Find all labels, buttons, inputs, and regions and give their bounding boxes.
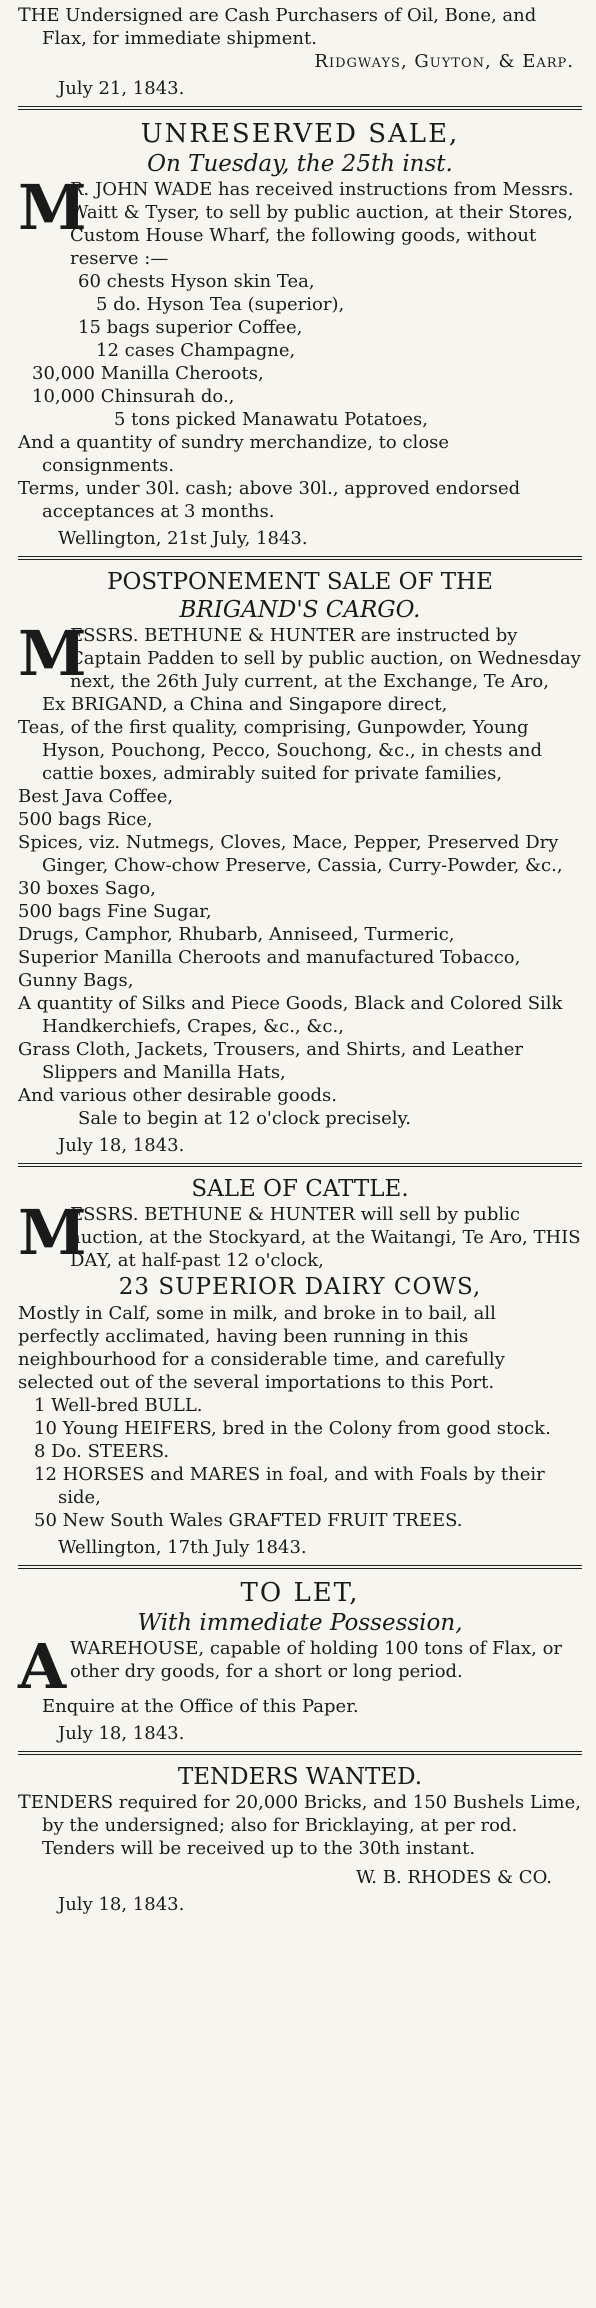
ad4-intro: ESSRS. BETHUNE & HUNTER will sell by public auction, at the Stockyard, at the Waitangi, Te Aro, THIS DAY, at half-past 12 o'clock,: [70, 1204, 581, 1271]
ad1-signature: Ridgways, Guyton, & Earp.: [314, 51, 574, 72]
ad3-item: Teas, of the first quality, comprising, Gunpowder, Young Hyson, Pouchong, Pecco, Souchong, &c., in chests and cattie boxes, admirably suited for private families,: [18, 717, 543, 784]
ad3-item: Superior Manilla Cheroots and manufactured Tobacco,: [18, 947, 521, 968]
ad2-item: 10,000 Chinsurah do.,: [32, 386, 235, 407]
ad3-item: Drugs, Camphor, Rhubarb, Anniseed, Turmeric,: [18, 924, 455, 945]
divider: [18, 1163, 582, 1167]
ad6-date: July 18, 1843.: [58, 1894, 185, 1915]
ad1-body: THE Undersigned are Cash Purchasers of Oil, Bone, and Flax, for immediate shipment.: [18, 4, 537, 49]
ad4-title: SALE OF CATTLE.: [191, 1176, 409, 1202]
ad3-item: A quantity of Silks and Piece Goods, Black and Colored Silk Handkerchiefs, Crapes, &c., &c.,: [18, 993, 563, 1037]
ad2-item: 12 cases Champagne,: [96, 340, 296, 361]
ad3-dropcap: M: [18, 617, 87, 690]
divider: [18, 556, 582, 560]
divider: [18, 106, 582, 110]
ad3-intro: ESSRS. BETHUNE & HUNTER are instructed by Captain Padden to sell by public auction, on Wednesday next, the 26th July current, at the Exchange, Te Aro,: [70, 625, 581, 692]
divider: [18, 1565, 582, 1569]
ad2-item: 60 chests Hyson skin Tea,: [78, 271, 315, 292]
ad2-item: 5 tons picked Manawatu Potatoes,: [114, 409, 428, 430]
ad6-body: TENDERS required for 20,000 Bricks, and 150 Bushels Lime, by the undersigned; also for Bricklaying, at per rod. Tenders will be received up to the 30th instant.: [18, 1791, 581, 1859]
ad3-sale-time: Sale to begin at 12 o'clock precisely.: [78, 1108, 411, 1129]
ad2-title: UNRESERVED SALE,: [140, 119, 460, 149]
ad2-sundry: And a quantity of sundry merchandize, to close consignments.: [18, 432, 450, 476]
ad5-date: July 18, 1843.: [58, 1723, 185, 1744]
ad3-item: 30 boxes Sago,: [18, 878, 156, 899]
ad-sale-of-cattle: [18, 1175, 582, 1559]
ad3-item: And various other desirable goods.: [18, 1085, 337, 1106]
ad2-item: 5 do. Hyson Tea (superior),: [96, 294, 345, 315]
ad6-signature: W. B. RHODES & CO.: [355, 1867, 552, 1888]
ad3-ex: Ex BRIGAND, a China and Singapore direct,: [42, 694, 448, 715]
ad3-item: 500 bags Fine Sugar,: [18, 901, 212, 922]
ad5-body: WAREHOUSE, capable of holding 100 tons of Flax, or other dry goods, for a short or long period.: [70, 1638, 563, 1682]
ad3-date: July 18, 1843.: [58, 1135, 185, 1156]
ad5-body-block: [18, 1630, 582, 1703]
ad1-date: July 21, 1843.: [58, 78, 185, 99]
ad1-dropcap: T: [18, 4, 31, 26]
ad5-dropcap: A: [18, 1630, 67, 1703]
ad2-intro-block: [18, 171, 582, 270]
ad3-item: Spices, viz. Nutmegs, Cloves, Mace, Pepper, Preserved Dry Ginger, Chow-chow Preserve, Cassia, Curry-Powder, &c.,: [18, 832, 563, 876]
ad-postponement-sale: [18, 568, 582, 1157]
ad4-intro-block: [18, 1196, 582, 1272]
ad2-dropcap: M: [18, 171, 87, 244]
ad5-enquire: Enquire at the Office of this Paper.: [42, 1696, 359, 1717]
ad4-item: 10 Young HEIFERS, bred in the Colony from good stock.: [34, 1418, 551, 1439]
ad-cash-purchasers: [18, 4, 582, 100]
ad2-item: 15 bags superior Coffee,: [78, 317, 303, 338]
ad2-intro: R. JOHN WADE has received instructions from Messrs. Waitt & Tyser, to sell by public auction, at their Stores, Custom House Wharf, the following goods, without reserve :—: [70, 179, 574, 269]
ad3-subtitle: BRIGAND'S CARGO.: [179, 597, 421, 623]
ad3-item: Best Java Coffee,: [18, 786, 174, 807]
ad3-title: POSTPONEMENT SALE OF THE: [107, 569, 493, 595]
ad3-item: Grass Cloth, Jackets, Trousers, and Shirts, and Leather Slippers and Manilla Hats,: [18, 1039, 524, 1083]
ad4-description: Mostly in Calf, some in milk, and broke in to bail, all perfectly acclimated, having been running in this neighbourhood for a considerable time, and carefully selected out of the several importations to this Port.: [18, 1303, 505, 1393]
ad5-subtitle: With immediate Possession,: [137, 1610, 463, 1636]
ad3-intro-block: [18, 617, 582, 693]
ad4-date: Wellington, 17th July 1843.: [58, 1537, 307, 1558]
ad2-subtitle: On Tuesday, the 25th inst.: [147, 151, 453, 177]
ad-tenders-wanted: [18, 1763, 582, 1916]
ad4-item: 50 New South Wales GRAFTED FRUIT TREES.: [34, 1510, 463, 1531]
ad4-item: 12 HORSES and MARES in foal, and with Foals by their side,: [34, 1464, 545, 1508]
ad4-item: 8 Do. STEERS.: [34, 1441, 170, 1462]
ad2-date: Wellington, 21st July, 1843.: [58, 528, 308, 549]
ad5-title: TO LET,: [240, 1578, 360, 1608]
ad6-dropcap: T: [18, 1791, 31, 1813]
ad3-item: 500 bags Rice,: [18, 809, 153, 830]
ad4-item: 1 Well-bred BULL.: [34, 1395, 203, 1416]
ad3-item: Gunny Bags,: [18, 970, 134, 991]
ad-unreserved-sale: [18, 118, 582, 550]
ad-to-let: [18, 1577, 582, 1745]
ad2-item: 30,000 Manilla Cheroots,: [32, 363, 264, 384]
ad4-headline: 23 SUPERIOR DAIRY COWS,: [118, 1274, 482, 1300]
ad2-terms: Terms, under 30l. cash; above 30l., approved endorsed acceptances at 3 months.: [18, 478, 521, 522]
ad6-title: TENDERS WANTED.: [177, 1764, 423, 1790]
ad4-dropcap: M: [18, 1196, 87, 1269]
divider: [18, 1751, 582, 1755]
